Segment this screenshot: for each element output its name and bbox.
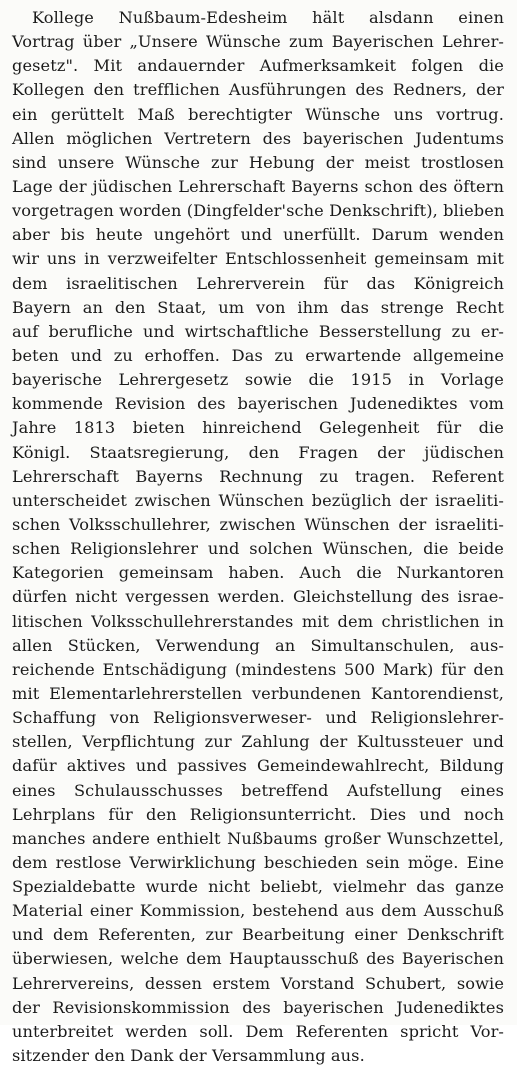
article-text-line: stellen, Verpflichtung zur Zahlung der Kultussteuer und <box>12 732 504 752</box>
article-text-line: Jahre 1813 bieten hinreichend Gelegenheit für die <box>12 418 504 438</box>
article-text-line: Lehrervereins, dessen erstem Vorstand Schubert, sowie <box>12 973 504 993</box>
article-text-line: der Revisionskommission des bayerischen Judenediktes <box>12 997 504 1017</box>
article-text-line: litischen Volksschullehrerstandes mit dem christlichen in <box>12 611 504 631</box>
article-text-line: gesetz". Mit andauernder Aufmerksamkeit folgen die <box>12 56 504 76</box>
article-text-line: bayerische Lehrergesetz sowie die 1915 in Vorlage <box>12 370 504 390</box>
article-text-line: eines Schulausschusses betreffend Aufstellung eines <box>12 780 504 800</box>
article-text-line: Vortrag über „Unsere Wünsche zum Bayerischen Lehrer- <box>12 32 504 52</box>
article-text-line: ein gerüttelt Maß berechtigter Wünsche uns vortrug. <box>12 104 504 124</box>
article-text-line: Lage der jüdischen Lehrerschaft Bayerns schon des öftern <box>12 176 504 196</box>
article-text-line: kommende Revision des bayerischen Judenediktes vom <box>12 394 504 414</box>
article-text-line: Bayern an den Staat, um von ihm das strenge Recht <box>12 297 504 317</box>
article-text-line: unterscheidet zwischen Wünschen bezüglich der israeliti- <box>12 490 504 510</box>
article-text-line: mit Elementarlehrerstellen verbundenen Kantorendienst, <box>12 683 504 703</box>
article-text-line: beten und zu erhoffen. Das zu erwartende allgemeine <box>12 345 504 365</box>
article-text-line: Spezialdebatte wurde nicht beliebt, vielmehr das ganze <box>12 877 504 897</box>
article-text-line: sitzender den Dank der Versammlung aus. <box>12 1046 365 1066</box>
article-text-line: manches andere enthielt Nußbaums großer Wunschzettel, <box>12 828 504 848</box>
article-text-line: überwiesen, welche dem Hauptausschuß des Bayerischen <box>12 949 504 969</box>
article-text-line: wir uns in verzweifelter Entschlossenheit gemeinsam mit <box>12 249 504 269</box>
article-text-line: sind unsere Wünsche zur Hebung der meist trostlosen <box>12 152 504 172</box>
article-text-line: vorgetragen worden (Dingfelder'sche Denkschrift), blieben <box>12 201 505 221</box>
article-text-line: Kollegen den trefflichen Ausführungen des Redners, der <box>12 80 504 100</box>
article-text-line: allen Stücken, Verwendung an Simultanschulen, aus- <box>12 635 504 655</box>
article-text-line: Lehrplans für den Religionsunterricht. Dies und noch <box>12 804 504 824</box>
article-text-line: Kategorien gemeinsam haben. Auch die Nurkantoren <box>12 563 504 583</box>
cut-off-next-line <box>12 1012 504 1025</box>
article-text-line: Königl. Staatsregierung, den Fragen der jüdischen <box>12 442 504 462</box>
article-text-line: auf berufliche und wirtschaftliche Besserstellung zu er- <box>12 321 504 341</box>
article-text-line: schen Volksschullehrer, zwischen Wünschen der israeliti- <box>12 514 504 534</box>
article-text-line: aber bis heute ungehört und unerfüllt. Darum wenden <box>12 225 504 245</box>
article-text-line: reichende Entschädigung (mindestens 500 Mark) für den <box>12 659 504 679</box>
article-text-line: und dem Referenten, zur Bearbeitung einer Denkschrift <box>12 925 504 945</box>
article-text-line: schen Religionslehrer und solchen Wünschen, die beide <box>12 539 504 559</box>
article-text-line: unterbreitet werden soll. Dem Referenten spricht Vor- <box>12 1021 504 1041</box>
article-text-line: dürfen nicht vergessen werden. Gleichstellung des israe- <box>12 587 504 607</box>
article-text-line: Kollege Nußbaum-Edesheim hält alsdann einen <box>32 8 504 27</box>
article-text-line: Lehrerschaft Bayerns Rechnung zu tragen. Referent <box>12 466 504 486</box>
article-text-line: Material einer Kommission, bestehend aus dem Ausschuß <box>12 901 504 921</box>
article-text-line: Schaffung von Religionsverweser- und Religionslehrer- <box>12 708 504 728</box>
article-text-line: dem restlose Verwirklichung beschieden sein möge. Eine <box>12 852 504 872</box>
article-text-line: dem israelitischen Lehrerverein für das Königreich <box>12 273 504 293</box>
article-text-line: Allen möglichen Vertretern des bayerischen Judentums <box>12 128 504 148</box>
cut-off-text-line <box>12 1012 504 1036</box>
article-column <box>12 6 504 1068</box>
article-text-line: dafür aktives und passives Gemeindewahlrecht, Bildung <box>12 756 504 776</box>
